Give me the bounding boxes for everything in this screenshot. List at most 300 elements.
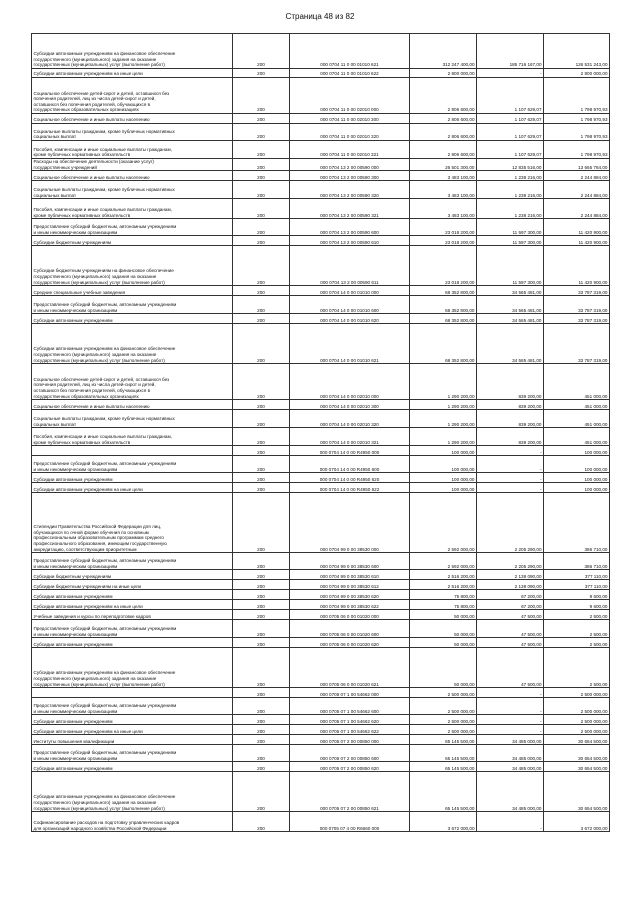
line-code-cell: 200 — [233, 580, 290, 590]
expense-name-cell — [32, 446, 233, 456]
unexecuted-amount-cell: 1 798 970,93 — [544, 141, 610, 159]
line-code-cell: 200 — [233, 715, 290, 725]
approved-amount-cell: 2 500 000,00 — [410, 715, 477, 725]
approved-amount-cell: 68 352 800,00 — [410, 324, 477, 364]
table-row — [32, 219, 610, 236]
line-code-cell: 200 — [233, 400, 290, 410]
expense-name-cell: Субсидии автономным учреждениям на финансовое обеспечение государственного (муниципального) задания на оказание государственных (муниципальных) услуг (выполнение работ) — [32, 772, 233, 812]
page-number-header: Страница 48 из 82 — [285, 12, 355, 21]
table-row — [32, 590, 610, 600]
line-code-cell: 200 — [233, 34, 290, 69]
executed-amount-cell: 47 500,00 — [477, 610, 544, 620]
approved-amount-cell: 2 592 000,00 — [410, 553, 477, 570]
expense-name-cell: Предоставление субсидий бюджетным, автономным учреждениям и иным некоммерческим организациям — [32, 553, 233, 570]
unexecuted-amount-cell: 2 500,00 — [544, 610, 610, 620]
executed-amount-cell: 67 200,00 — [477, 590, 544, 600]
line-code-cell: 200 — [233, 483, 290, 493]
expense-name-cell: Субсидии бюджетным учреждениям на финансовое обеспечение государственного (муниципального) задания на оказание государственных (муниципальных) услуг (выполнение работ) — [32, 246, 233, 286]
expense-name-cell: Пособия, компенсации и иные социальные выплаты гражданам, кроме публичных нормативных обязательств — [32, 199, 233, 219]
budget-code-cell: 000 0704 13 2 00 00590 321 — [290, 199, 410, 219]
approved-amount-cell: 68 352 800,00 — [410, 314, 477, 324]
expense-name-cell: Субсидии бюджетным учреждениям — [32, 570, 233, 580]
table-row — [32, 580, 610, 590]
table-row — [32, 324, 610, 364]
expense-name-cell: Социальное обеспечение детей-сирот и детей, оставшихся без попечения родителей, лиц из числа детей-сирот и детей, оставшихся без попечения родителей, обучающихся в государственных образовательных организациях — [32, 78, 233, 114]
line-code-cell: 200 — [233, 456, 290, 473]
executed-amount-cell: 1 238 216,00 — [477, 171, 544, 181]
expense-name-cell: Социальное обеспечение и иные выплаты населению — [32, 400, 233, 410]
table-row — [32, 610, 610, 620]
line-code-cell: 200 — [233, 493, 290, 553]
unexecuted-amount-cell: 33 787 319,00 — [544, 296, 610, 314]
executed-amount-cell: 1 107 629,07 — [477, 124, 544, 141]
budget-code-cell: 000 0704 14 0 00 R4950 600 — [290, 456, 410, 473]
unexecuted-amount-cell: 2 244 884,00 — [544, 171, 610, 181]
unexecuted-amount-cell: 100 000,00 — [544, 446, 610, 456]
table-row — [32, 410, 610, 428]
line-code-cell: 200 — [233, 78, 290, 114]
expense-name-cell: Стипендии Правительства Российской Федерации для лиц, обучающихся по очной форме обучения по основным профессиональным образовательным программам среднего профессионального образования, имеющим государственную аккредитацию, соответствующим приоритетным — [32, 493, 233, 553]
unexecuted-amount-cell: 377 110,00 — [544, 570, 610, 580]
executed-amount-cell: - — [477, 688, 544, 698]
budget-code-cell: 000 0704 14 0 00 R4950 620 — [290, 473, 410, 483]
unexecuted-amount-cell: 451 000,00 — [544, 428, 610, 446]
approved-amount-cell: 3 672 000,00 — [410, 812, 477, 832]
expense-name-cell: Субсидии бюджетным учреждениям на иные цели — [32, 580, 233, 590]
unexecuted-amount-cell: 100 000,00 — [544, 473, 610, 483]
table-row — [32, 124, 610, 141]
line-code-cell: 200 — [233, 286, 290, 296]
approved-amount-cell: 100 000,00 — [410, 473, 477, 483]
expense-name-cell: Субсидии автономным учреждениям на финансовое обеспечение государственного (муниципального) задания на оказание государственных (муниципальных) услуг (выполнение работ) — [32, 34, 233, 69]
table-row — [32, 483, 610, 493]
approved-amount-cell: 68 352 800,00 — [410, 286, 477, 296]
approved-amount-cell: 3 483 100,00 — [410, 181, 477, 199]
table-row — [32, 745, 610, 762]
unexecuted-amount-cell: 2 500 000,00 — [544, 688, 610, 698]
approved-amount-cell: 23 018 200,00 — [410, 246, 477, 286]
unexecuted-amount-cell: 30 654 500,00 — [544, 735, 610, 745]
approved-amount-cell: 1 290 200,00 — [410, 410, 477, 428]
budget-code-cell: 000 0704 14 0 00 01010 620 — [290, 314, 410, 324]
budget-code-cell: 000 0704 14 0 00 01010 600 — [290, 296, 410, 314]
table-row — [32, 314, 610, 324]
expense-name-cell: Субсидии автономным учреждениям на финансовое обеспечение государственного (муниципального) задания на оказание государственных (муниципальных) услуг (выполнение работ) — [32, 648, 233, 688]
unexecuted-amount-cell: 3 672 000,00 — [544, 812, 610, 832]
expense-name-cell: Предоставление субсидий бюджетным, автономным учреждениям и иным некоммерческим организациям — [32, 745, 233, 762]
unexecuted-amount-cell: 30 654 500,00 — [544, 745, 610, 762]
expense-name-cell: Социальные выплаты гражданам, кроме публичных нормативных социальных выплат — [32, 181, 233, 199]
approved-amount-cell: 50 000,00 — [410, 638, 477, 648]
expense-name-cell — [32, 688, 233, 698]
table-row — [32, 296, 610, 314]
unexecuted-amount-cell: 2 500,00 — [544, 648, 610, 688]
budget-code-cell: 000 0704 11 0 00 02010 000 — [290, 78, 410, 114]
unexecuted-amount-cell: 451 000,00 — [544, 410, 610, 428]
table-row — [32, 78, 610, 114]
table-row — [32, 400, 610, 410]
line-code-cell: 200 — [233, 812, 290, 832]
executed-amount-cell: 34 565 481,00 — [477, 314, 544, 324]
table-row — [32, 688, 610, 698]
line-code-cell: 200 — [233, 610, 290, 620]
executed-amount-cell: 34 485 000,00 — [477, 772, 544, 812]
table-row — [32, 762, 610, 772]
executed-amount-cell: 2 138 090,00 — [477, 570, 544, 580]
approved-amount-cell: 1 290 200,00 — [410, 400, 477, 410]
executed-amount-cell: 11 597 300,00 — [477, 246, 544, 286]
approved-amount-cell: 1 290 200,00 — [410, 364, 477, 400]
approved-amount-cell: 2 806 600,00 — [410, 114, 477, 124]
unexecuted-amount-cell: 2 244 884,00 — [544, 199, 610, 219]
executed-amount-cell: 34 485 000,00 — [477, 762, 544, 772]
line-code-cell: 200 — [233, 296, 290, 314]
table-row — [32, 456, 610, 473]
table-row — [32, 114, 610, 124]
executed-amount-cell: - — [477, 715, 544, 725]
executed-amount-cell: 185 716 167,00 — [477, 34, 544, 69]
budget-code-cell: 000 0705 07 2 00 00850 620 — [290, 762, 410, 772]
unexecuted-amount-cell: 11 420 900,00 — [544, 236, 610, 246]
unexecuted-amount-cell: 13 665 784,00 — [544, 159, 610, 171]
line-code-cell: 200 — [233, 199, 290, 219]
expense-name-cell: Социальные выплаты гражданам, кроме публичных нормативных социальных выплат — [32, 124, 233, 141]
expense-name-cell: Субсидии автономным учреждениям на финансовое обеспечение государственного (муниципального) задания на оказание государственных (муниципальных) услуг (выполнение работ) — [32, 324, 233, 364]
expense-name-cell: Учебные заведения и курсы по переподготовке кадров — [32, 610, 233, 620]
executed-amount-cell: 67 200,00 — [477, 600, 544, 610]
expense-name-cell: Предоставление субсидий бюджетным, автономным учреждениям и иным некоммерческим организациям — [32, 456, 233, 473]
unexecuted-amount-cell: 2 500 000,00 — [544, 698, 610, 715]
line-code-cell: 200 — [233, 159, 290, 171]
executed-amount-cell: 34 565 481,00 — [477, 296, 544, 314]
executed-amount-cell: 34 565 481,00 — [477, 286, 544, 296]
unexecuted-amount-cell: 1 798 970,93 — [544, 78, 610, 114]
budget-code-cell: 000 0704 11 0 00 02010 320 — [290, 124, 410, 141]
approved-amount-cell: 2 806 600,00 — [410, 124, 477, 141]
approved-amount-cell: 23 018 200,00 — [410, 219, 477, 236]
executed-amount-cell: - — [477, 473, 544, 483]
budget-code-cell: 000 0704 13 2 00 00590 320 — [290, 181, 410, 199]
expense-name-cell: Расходы на обеспечение деятельности (оказание услуг) государственных учреждений — [32, 159, 233, 171]
unexecuted-amount-cell: 377 110,00 — [544, 580, 610, 590]
executed-amount-cell: 2 138 090,00 — [477, 580, 544, 590]
expense-name-cell: Предоставление субсидий бюджетным, автономным учреждениям и иным некоммерческим организациям — [32, 698, 233, 715]
line-code-cell: 200 — [233, 141, 290, 159]
table-row — [32, 159, 610, 171]
approved-amount-cell: 65 145 500,00 — [410, 762, 477, 772]
budget-table — [31, 33, 610, 832]
line-code-cell: 200 — [233, 314, 290, 324]
budget-code-cell: 000 0705 06 0 00 01020 600 — [290, 620, 410, 638]
line-code-cell: 200 — [233, 114, 290, 124]
approved-amount-cell: 2 592 000,00 — [410, 493, 477, 553]
budget-code-cell: 000 0705 07 1 00 54662 620 — [290, 715, 410, 725]
executed-amount-cell: 2 205 290,00 — [477, 493, 544, 553]
approved-amount-cell: 68 352 800,00 — [410, 296, 477, 314]
table-row — [32, 570, 610, 580]
budget-code-cell: 000 0704 99 0 00 38530 600 — [290, 553, 410, 570]
line-code-cell: 200 — [233, 181, 290, 199]
expense-name-cell: Пособия, компенсации и иные социальные выплаты гражданам, кроме публичных нормативных обязательств — [32, 141, 233, 159]
approved-amount-cell: 2 516 200,00 — [410, 570, 477, 580]
executed-amount-cell: 34 485 000,00 — [477, 745, 544, 762]
approved-amount-cell: 23 018 200,00 — [410, 236, 477, 246]
line-code-cell: 200 — [233, 236, 290, 246]
approved-amount-cell: 100 000,00 — [410, 456, 477, 473]
approved-amount-cell: 2 516 200,00 — [410, 580, 477, 590]
unexecuted-amount-cell: 30 654 500,00 — [544, 762, 610, 772]
approved-amount-cell: 2 806 600,00 — [410, 78, 477, 114]
approved-amount-cell: 2 800 000,00 — [410, 69, 477, 78]
table-row — [32, 735, 610, 745]
approved-amount-cell: 65 145 500,00 — [410, 772, 477, 812]
approved-amount-cell: 65 145 500,00 — [410, 745, 477, 762]
unexecuted-amount-cell: 100 000,00 — [544, 483, 610, 493]
expense-name-cell: Субсидии бюджетным учреждениям — [32, 236, 233, 246]
table-row — [32, 446, 610, 456]
approved-amount-cell: 100 000,00 — [410, 483, 477, 493]
unexecuted-amount-cell: 126 531 243,00 — [544, 34, 610, 69]
approved-amount-cell: 26 501 300,00 — [410, 159, 477, 171]
line-code-cell: 200 — [233, 570, 290, 580]
expense-name-cell: Субсидии автономным учреждениям — [32, 590, 233, 600]
unexecuted-amount-cell: 386 710,00 — [544, 493, 610, 553]
approved-amount-cell: 3 483 100,00 — [410, 171, 477, 181]
expense-name-cell: Субсидии автономным учреждениям — [32, 314, 233, 324]
unexecuted-amount-cell: 30 654 500,00 — [544, 772, 610, 812]
expense-name-cell: Субсидии автономным учреждениям на иные цели — [32, 600, 233, 610]
executed-amount-cell: - — [477, 812, 544, 832]
approved-amount-cell: 75 800,00 — [410, 590, 477, 600]
table-row — [32, 141, 610, 159]
expense-name-cell: Субсидии автономным учреждениям на иные цели — [32, 483, 233, 493]
unexecuted-amount-cell: 2 244 884,00 — [544, 181, 610, 199]
expense-name-cell: Субсидии автономным учреждениям — [32, 715, 233, 725]
unexecuted-amount-cell: 33 787 319,00 — [544, 324, 610, 364]
line-code-cell: 200 — [233, 364, 290, 400]
unexecuted-amount-cell: 11 420 900,00 — [544, 246, 610, 286]
line-code-cell: 200 — [233, 772, 290, 812]
expense-name-cell: Институты повышения квалификации — [32, 735, 233, 745]
table-row — [32, 34, 610, 69]
executed-amount-cell: 47 500,00 — [477, 638, 544, 648]
unexecuted-amount-cell: 1 798 970,93 — [544, 124, 610, 141]
table-row — [32, 364, 610, 400]
executed-amount-cell: - — [477, 698, 544, 715]
unexecuted-amount-cell: 2 500 000,00 — [544, 715, 610, 725]
approved-amount-cell: 312 247 400,00 — [410, 34, 477, 69]
budget-code-cell: 000 0704 99 0 00 38530 622 — [290, 600, 410, 610]
approved-amount-cell: 50 000,00 — [410, 620, 477, 638]
expense-name-cell: Софинансирование расходов на подготовку управленческих кадров для организаций народного хозяйства Российской Федерации — [32, 812, 233, 832]
budget-code-cell: 000 0705 07 2 00 00850 621 — [290, 772, 410, 812]
line-code-cell: 200 — [233, 171, 290, 181]
table-row — [32, 199, 610, 219]
budget-code-cell: 000 0705 06 0 00 01020 000 — [290, 610, 410, 620]
unexecuted-amount-cell: 386 710,00 — [544, 553, 610, 570]
line-code-cell: 200 — [233, 219, 290, 236]
budget-code-cell: 000 0704 14 0 00 02010 320 — [290, 410, 410, 428]
line-code-cell: 200 — [233, 648, 290, 688]
table-row — [32, 181, 610, 199]
expense-name-cell: Субсидии автономным учреждениям — [32, 762, 233, 772]
table-row — [32, 69, 610, 78]
line-code-cell: 200 — [233, 620, 290, 638]
approved-amount-cell: 100 000,00 — [410, 446, 477, 456]
expense-name-cell: Пособия, компенсации и иные социальные выплаты гражданам, кроме публичных нормативных обязательств — [32, 428, 233, 446]
expense-name-cell: Предоставление субсидий бюджетным, автономным учреждениям и иным некоммерческим организациям — [32, 296, 233, 314]
executed-amount-cell: - — [477, 456, 544, 473]
budget-code-cell: 000 0704 14 0 00 02010 300 — [290, 400, 410, 410]
executed-amount-cell: - — [477, 483, 544, 493]
budget-code-cell: 000 0704 11 0 00 02010 321 — [290, 141, 410, 159]
budget-code-cell: 000 0704 14 0 00 02010 321 — [290, 428, 410, 446]
unexecuted-amount-cell: 33 787 319,00 — [544, 314, 610, 324]
executed-amount-cell: - — [477, 446, 544, 456]
budget-code-cell: 000 0704 13 2 00 00590 611 — [290, 246, 410, 286]
table-row — [32, 698, 610, 715]
budget-code-cell: 000 0705 07 1 00 54662 600 — [290, 698, 410, 715]
unexecuted-amount-cell: 33 787 319,00 — [544, 286, 610, 296]
executed-amount-cell: 1 238 216,00 — [477, 199, 544, 219]
executed-amount-cell: 47 500,00 — [477, 620, 544, 638]
budget-code-cell: 000 0705 07 1 00 54662 622 — [290, 725, 410, 735]
unexecuted-amount-cell: 1 798 970,93 — [544, 114, 610, 124]
table-row — [32, 725, 610, 735]
table-row — [32, 812, 610, 832]
line-code-cell: 200 — [233, 246, 290, 286]
line-code-cell: 200 — [233, 473, 290, 483]
expense-name-cell: Предоставление субсидий бюджетным, автономным учреждениям и иным некоммерческим организациям — [32, 620, 233, 638]
budget-code-cell: 000 0704 14 0 00 02010 000 — [290, 364, 410, 400]
executed-amount-cell: 11 597 300,00 — [477, 219, 544, 236]
executed-amount-cell: 839 200,00 — [477, 428, 544, 446]
budget-code-cell: 000 0705 07 1 00 54662 000 — [290, 688, 410, 698]
executed-amount-cell: 839 200,00 — [477, 364, 544, 400]
approved-amount-cell: 50 000,00 — [410, 610, 477, 620]
unexecuted-amount-cell: 9 600,00 — [544, 600, 610, 610]
budget-code-cell: 000 0704 13 2 00 00590 610 — [290, 236, 410, 246]
approved-amount-cell: 2 500 000,00 — [410, 688, 477, 698]
budget-code-cell: 000 0704 99 0 00 38530 620 — [290, 590, 410, 600]
executed-amount-cell: 34 485 000,00 — [477, 735, 544, 745]
budget-code-cell: 000 0705 06 0 00 01020 620 — [290, 638, 410, 648]
budget-code-cell: 000 0705 07 2 00 00850 600 — [290, 745, 410, 762]
approved-amount-cell: 2 806 600,00 — [410, 141, 477, 159]
table-row — [32, 171, 610, 181]
table-row — [32, 638, 610, 648]
budget-code-cell: 000 0704 11 0 00 01010 622 — [290, 69, 410, 78]
executed-amount-cell: 839 200,00 — [477, 400, 544, 410]
expense-name-cell: Субсидии автономным учреждениям — [32, 473, 233, 483]
budget-table-body — [32, 34, 610, 832]
table-row — [32, 428, 610, 446]
line-code-cell: 200 — [233, 688, 290, 698]
line-code-cell: 200 — [233, 590, 290, 600]
expense-name-cell: Социальное обеспечение и иные выплаты населению — [32, 114, 233, 124]
executed-amount-cell: 2 205 290,00 — [477, 553, 544, 570]
approved-amount-cell: 65 145 500,00 — [410, 735, 477, 745]
line-code-cell: 200 — [233, 698, 290, 715]
table-row — [32, 715, 610, 725]
executed-amount-cell: 1 107 629,07 — [477, 141, 544, 159]
table-row — [32, 493, 610, 553]
line-code-cell: 200 — [233, 725, 290, 735]
expense-name-cell: Субсидии автономным учреждениям на иные цели — [32, 725, 233, 735]
line-code-cell: 200 — [233, 124, 290, 141]
unexecuted-amount-cell: 2 800 000,00 — [544, 69, 610, 78]
line-code-cell: 200 — [233, 428, 290, 446]
budget-code-cell: 000 0704 99 0 00 38530 610 — [290, 570, 410, 580]
executed-amount-cell: 1 107 629,07 — [477, 114, 544, 124]
table-row — [32, 648, 610, 688]
unexecuted-amount-cell: 100 000,00 — [544, 456, 610, 473]
executed-amount-cell: 34 565 481,00 — [477, 324, 544, 364]
expense-name-cell: Средние специальные учебные заведения — [32, 286, 233, 296]
executed-amount-cell: 11 597 300,00 — [477, 236, 544, 246]
budget-code-cell: 000 0704 11 0 00 01010 621 — [290, 34, 410, 69]
unexecuted-amount-cell: 2 500 000,00 — [544, 725, 610, 735]
table-row — [32, 620, 610, 638]
expense-name-cell: Субсидии автономным учреждениям — [32, 638, 233, 648]
unexecuted-amount-cell: 2 500,00 — [544, 638, 610, 648]
budget-code-cell: 000 0704 13 2 00 00590 300 — [290, 171, 410, 181]
line-code-cell: 200 — [233, 638, 290, 648]
executed-amount-cell: 839 200,00 — [477, 410, 544, 428]
expense-name-cell: Социальное обеспечение и иные выплаты населению — [32, 171, 233, 181]
approved-amount-cell: 1 290 200,00 — [410, 428, 477, 446]
budget-code-cell: 000 0704 14 0 00 R4950 000 — [290, 446, 410, 456]
approved-amount-cell: 3 483 100,00 — [410, 199, 477, 219]
line-code-cell: 200 — [233, 553, 290, 570]
budget-code-cell: 000 0705 07 2 00 00850 000 — [290, 735, 410, 745]
line-code-cell: 200 — [233, 600, 290, 610]
table-row — [32, 473, 610, 483]
budget-code-cell: 000 0704 99 0 00 38530 612 — [290, 580, 410, 590]
line-code-cell: 200 — [233, 745, 290, 762]
expense-name-cell: Социальные выплаты гражданам, кроме публичных нормативных социальных выплат — [32, 410, 233, 428]
unexecuted-amount-cell: 11 420 900,00 — [544, 219, 610, 236]
executed-amount-cell: 47 500,00 — [477, 648, 544, 688]
expense-name-cell: Субсидии автономным учреждениям на иные цели — [32, 69, 233, 78]
table-row — [32, 553, 610, 570]
budget-code-cell: 000 0704 13 2 00 00590 600 — [290, 219, 410, 236]
table-row — [32, 772, 610, 812]
approved-amount-cell: 2 500 000,00 — [410, 725, 477, 735]
executed-amount-cell: 12 835 516,00 — [477, 159, 544, 171]
budget-code-cell: 000 0705 07 4 00 R6660 000 — [290, 812, 410, 832]
line-code-cell: 200 — [233, 410, 290, 428]
table-row — [32, 286, 610, 296]
budget-code-cell: 000 0705 06 0 00 01020 621 — [290, 648, 410, 688]
approved-amount-cell: 75 800,00 — [410, 600, 477, 610]
table-row — [32, 236, 610, 246]
approved-amount-cell: 2 500 000,00 — [410, 698, 477, 715]
table-row — [32, 246, 610, 286]
executed-amount-cell: 1 238 216,00 — [477, 181, 544, 199]
expense-name-cell: Социальное обеспечение детей-сирот и детей, оставшихся без попечения родителей, лиц из числа детей-сирот и детей, оставшихся без попечения родителей, обучающихся в государственных образовательных организациях — [32, 364, 233, 400]
line-code-cell: 200 — [233, 69, 290, 78]
approved-amount-cell: 50 000,00 — [410, 648, 477, 688]
unexecuted-amount-cell: 451 000,00 — [544, 364, 610, 400]
executed-amount-cell: 1 107 629,07 — [477, 78, 544, 114]
table-row — [32, 600, 610, 610]
unexecuted-amount-cell: 2 500,00 — [544, 620, 610, 638]
executed-amount-cell: - — [477, 69, 544, 78]
budget-code-cell: 000 0704 99 0 00 38530 000 — [290, 493, 410, 553]
budget-code-cell: 000 0704 11 0 00 02010 300 — [290, 114, 410, 124]
line-code-cell: 200 — [233, 762, 290, 772]
